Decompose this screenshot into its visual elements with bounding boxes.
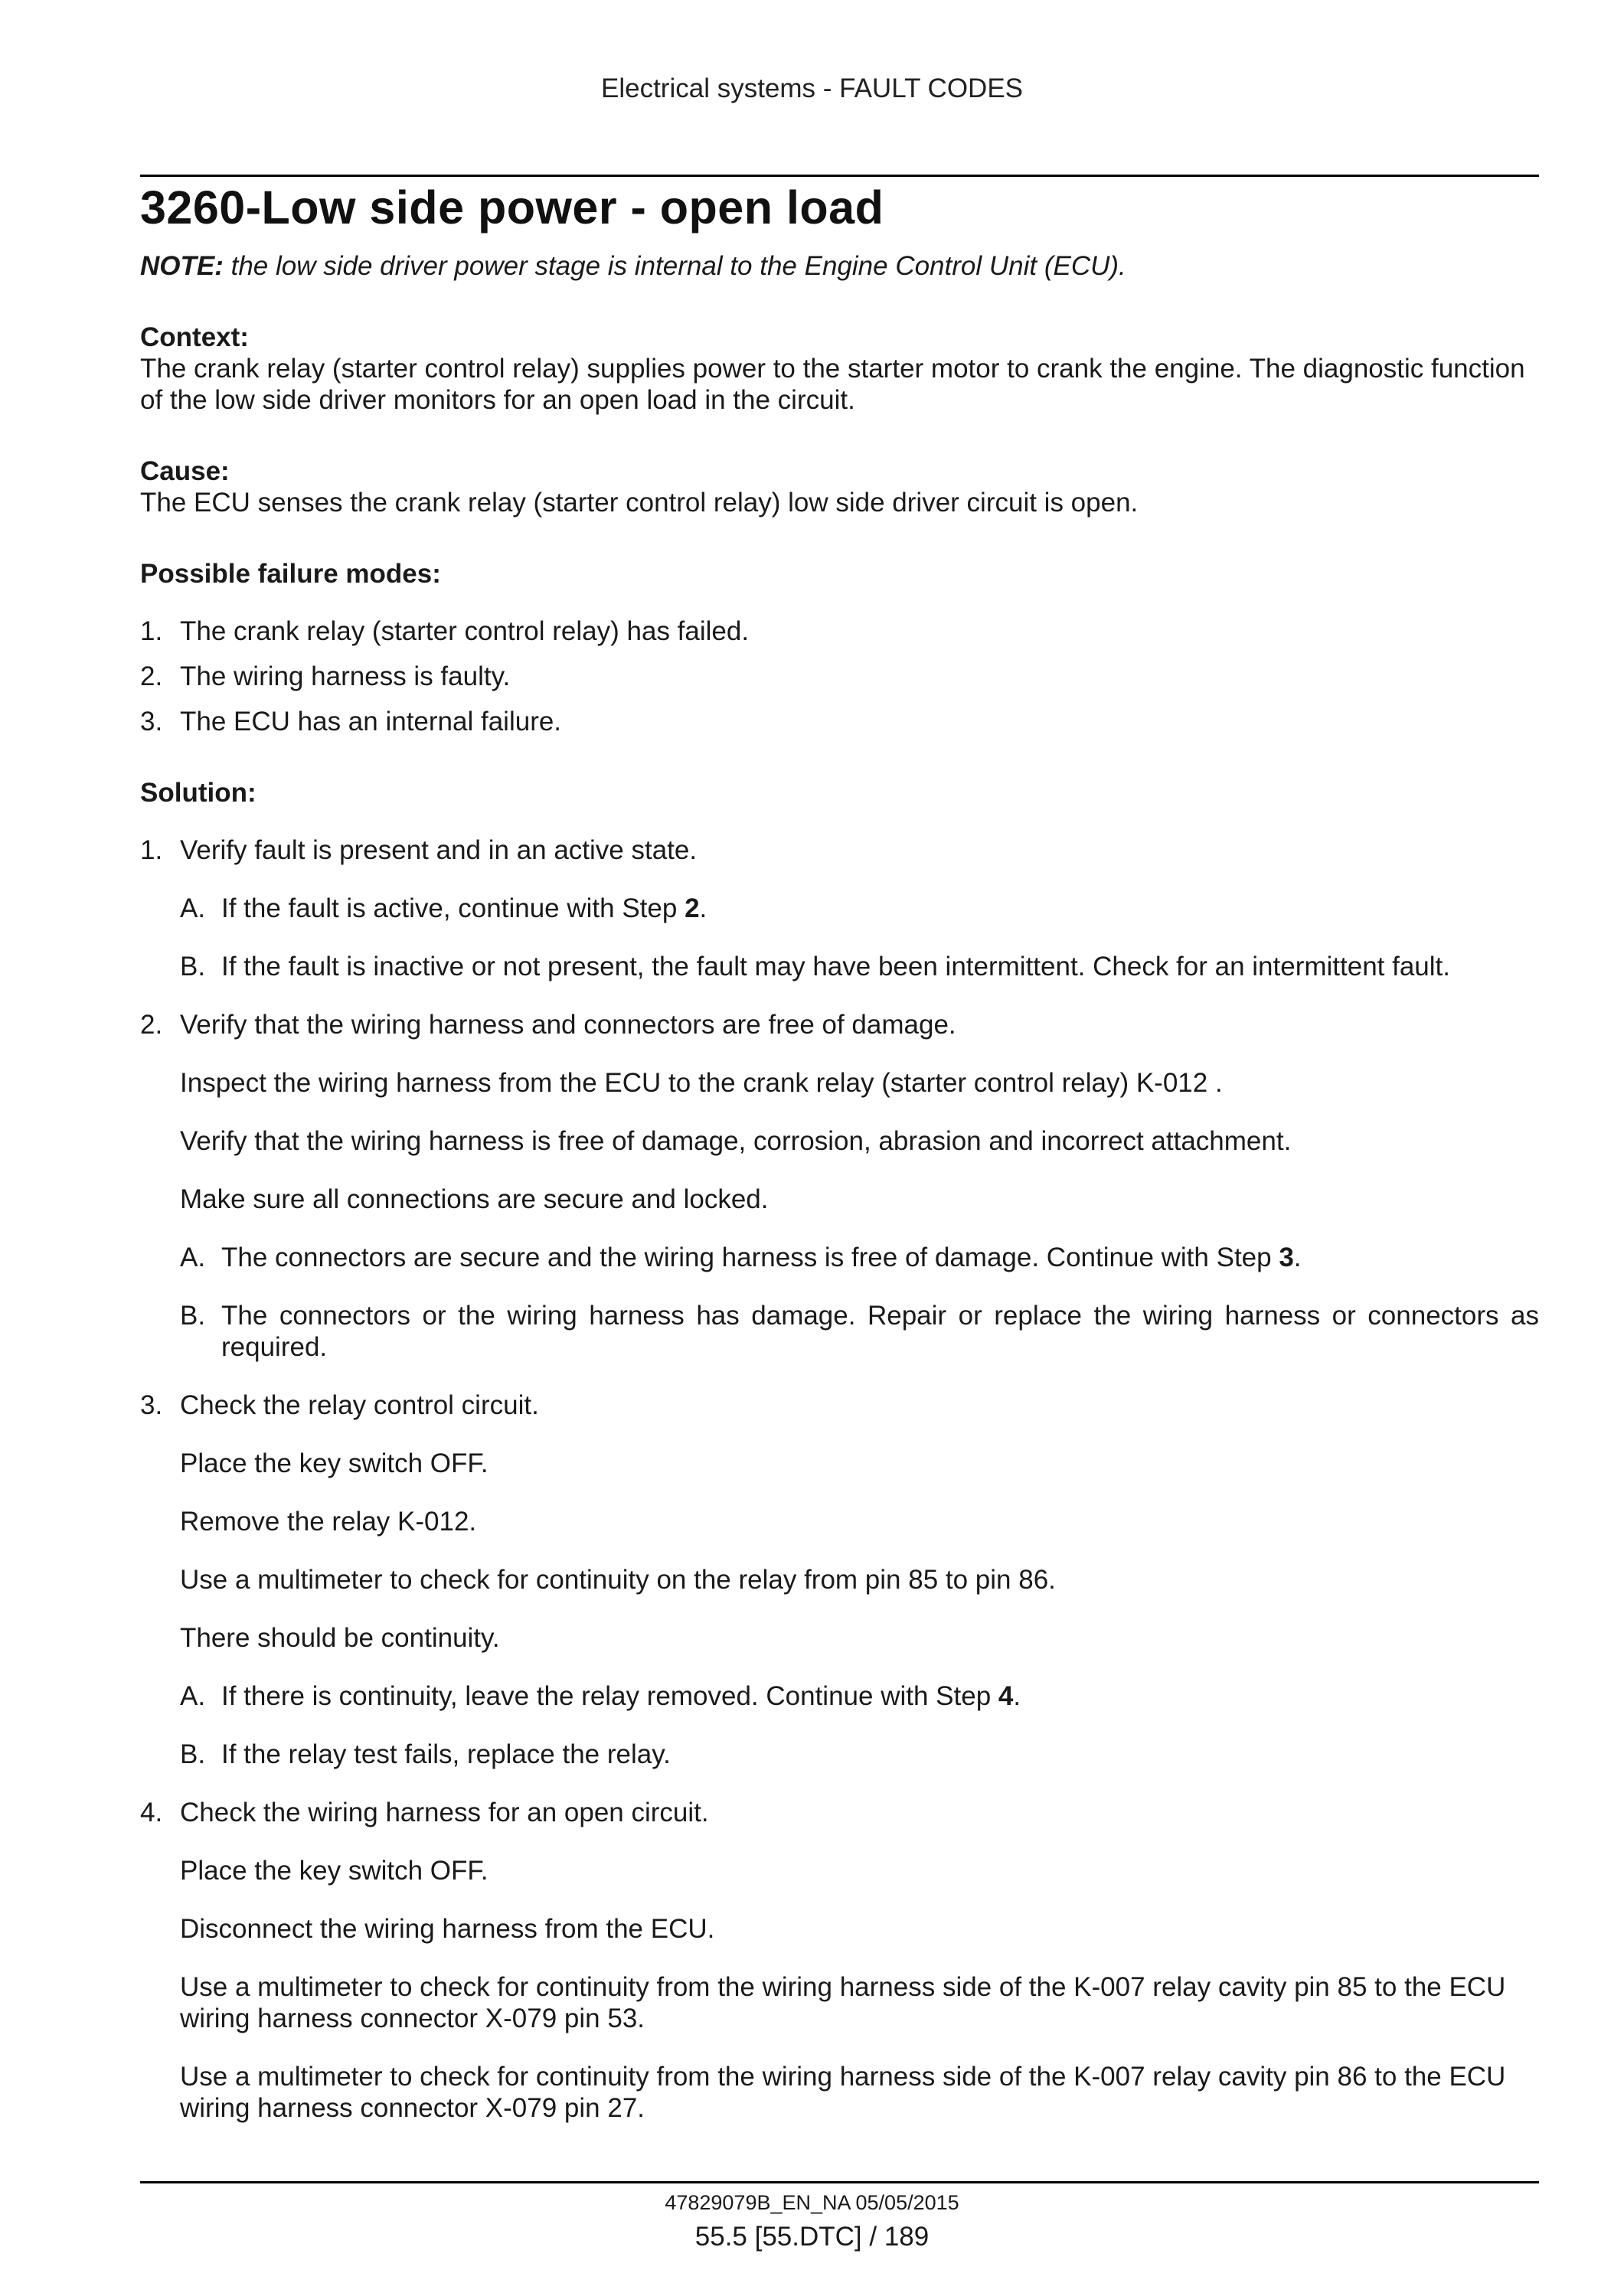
step-paragraph: Verify that the wiring harness is free of damage, corrosion, abrasion and incorrect attachment. (180, 1126, 1292, 1156)
running-header: Electrical systems - FAULT CODES (600, 73, 1024, 103)
note (140, 251, 1539, 282)
option-letter: A. (180, 1681, 206, 1711)
step-paragraph: Use a multimeter to check for continuity from the wiring harness side of the K-007 relay cavity pin 86 to the ECU wiring harness connector X-079 pin 27. (180, 2062, 1506, 2123)
step-paragraph: Place the key switch OFF. (180, 1856, 489, 1886)
option-tail: . (699, 893, 707, 923)
step-paragraph: Make sure all connections are secure and locked. (180, 1184, 769, 1214)
page-title: 3260-Low side power - open load (140, 181, 884, 234)
cause-text: The ECU senses the crank relay (starter control relay) low side driver circuit is open. (140, 488, 1139, 518)
context-section (140, 322, 1539, 416)
step-text: Check the wiring harness for an open circuit. (180, 1798, 709, 1827)
list-item (140, 661, 1539, 692)
list-item (140, 706, 1539, 737)
option-text: The connectors are secure and the wiring harness is free of damage. Continue with Step (221, 1243, 1279, 1272)
option-text: If there is continuity, leave the relay removed. Continue with Step (221, 1681, 998, 1711)
option-letter: B. (180, 1301, 206, 1331)
footer-rule (140, 2181, 1539, 2183)
option-tail: . (1293, 1243, 1302, 1272)
failure-modes-list (140, 616, 1539, 737)
solution-step (140, 1390, 1539, 1770)
list-number: 1. (140, 616, 163, 646)
option-text: If the relay test fails, replace the relay. (221, 1739, 671, 1769)
step-reference: 2 (685, 893, 700, 923)
list-number: 2. (140, 661, 163, 691)
step-option (180, 1242, 1539, 1273)
step-reference: 3 (1279, 1243, 1294, 1272)
step-paragraph: Place the key switch OFF. (180, 1448, 489, 1478)
document-id: 47829079B_EN_NA 05/05/2015 (665, 2191, 959, 2214)
step-option (180, 1680, 1539, 1712)
step-paragraph: There should be continuity. (180, 1623, 500, 1653)
note-label: NOTE: (140, 251, 224, 281)
step-number: 4. (140, 1798, 163, 1827)
cause-label: Cause: (140, 456, 230, 486)
step-option (180, 893, 1539, 924)
option-text: The connectors or the wiring harness has damage. Repair or replace the wiring harness or connectors as required. (221, 1301, 1539, 1362)
step-paragraph: Remove the relay K-012. (180, 1507, 477, 1537)
step-text: Verify fault is present and in an active state. (180, 835, 698, 865)
list-text: The wiring harness is faulty. (180, 661, 511, 691)
step-paragraph: Disconnect the wiring harness from the ECU. (180, 1914, 715, 1944)
step-option (180, 951, 1539, 982)
step-reference: 4 (998, 1681, 1014, 1711)
failure-modes-section (140, 558, 1539, 737)
list-item (140, 616, 1539, 647)
list-text: The ECU has an internal failure. (180, 707, 562, 736)
solution-label: Solution: (140, 778, 257, 808)
context-text: The crank relay (starter control relay) supplies power to the starter motor to crank the engine. The diagnostic function of the low side driver monitors for an open load in the circuit. (140, 354, 1525, 415)
step-paragraph: Use a multimeter to check for continuity on the relay from pin 85 to pin 86. (180, 1565, 1056, 1595)
page-number: 55.5 [55.DTC] / 189 (694, 2222, 930, 2252)
option-tail: . (1013, 1681, 1021, 1711)
step-text: Verify that the wiring harness and connectors are free of damage. (180, 1010, 956, 1040)
context-label: Context: (140, 322, 249, 352)
step-number: 2. (140, 1010, 163, 1040)
step-paragraph: Inspect the wiring harness from the ECU to the crank relay (starter control relay) K-012 . (180, 1068, 1223, 1098)
solution-steps (140, 834, 1539, 2124)
solution-section (140, 777, 1539, 2124)
step-number: 1. (140, 835, 163, 865)
option-text: If the fault is active, continue with Step (221, 893, 685, 923)
solution-step (140, 834, 1539, 982)
step-paragraph: Use a multimeter to check for continuity from the wiring harness side of the K-007 relay cavity pin 85 to the ECU wiring harness connector X-079 pin 53. (180, 1972, 1506, 2033)
failure-modes-label: Possible failure modes: (140, 559, 441, 589)
solution-step (140, 1797, 1539, 2124)
option-letter: A. (180, 893, 206, 923)
step-number: 3. (140, 1390, 163, 1420)
option-letter: B. (180, 1739, 206, 1769)
solution-step (140, 1009, 1539, 1363)
option-letter: A. (180, 1243, 206, 1272)
option-letter: B. (180, 952, 206, 981)
cause-section (140, 456, 1539, 518)
option-text: If the fault is inactive or not present, the fault may have been intermittent. Check for an intermittent fault. (221, 952, 1450, 981)
step-option (180, 1300, 1539, 1363)
page-content (140, 181, 1539, 2164)
header-rule (140, 175, 1539, 177)
list-number: 3. (140, 707, 163, 736)
step-option (180, 1739, 1539, 1770)
list-text: The crank relay (starter control relay) has failed. (180, 616, 750, 646)
step-text: Check the relay control circuit. (180, 1390, 539, 1420)
note-text: the low side driver power stage is internal to the Engine Control Unit (ECU). (223, 251, 1126, 281)
